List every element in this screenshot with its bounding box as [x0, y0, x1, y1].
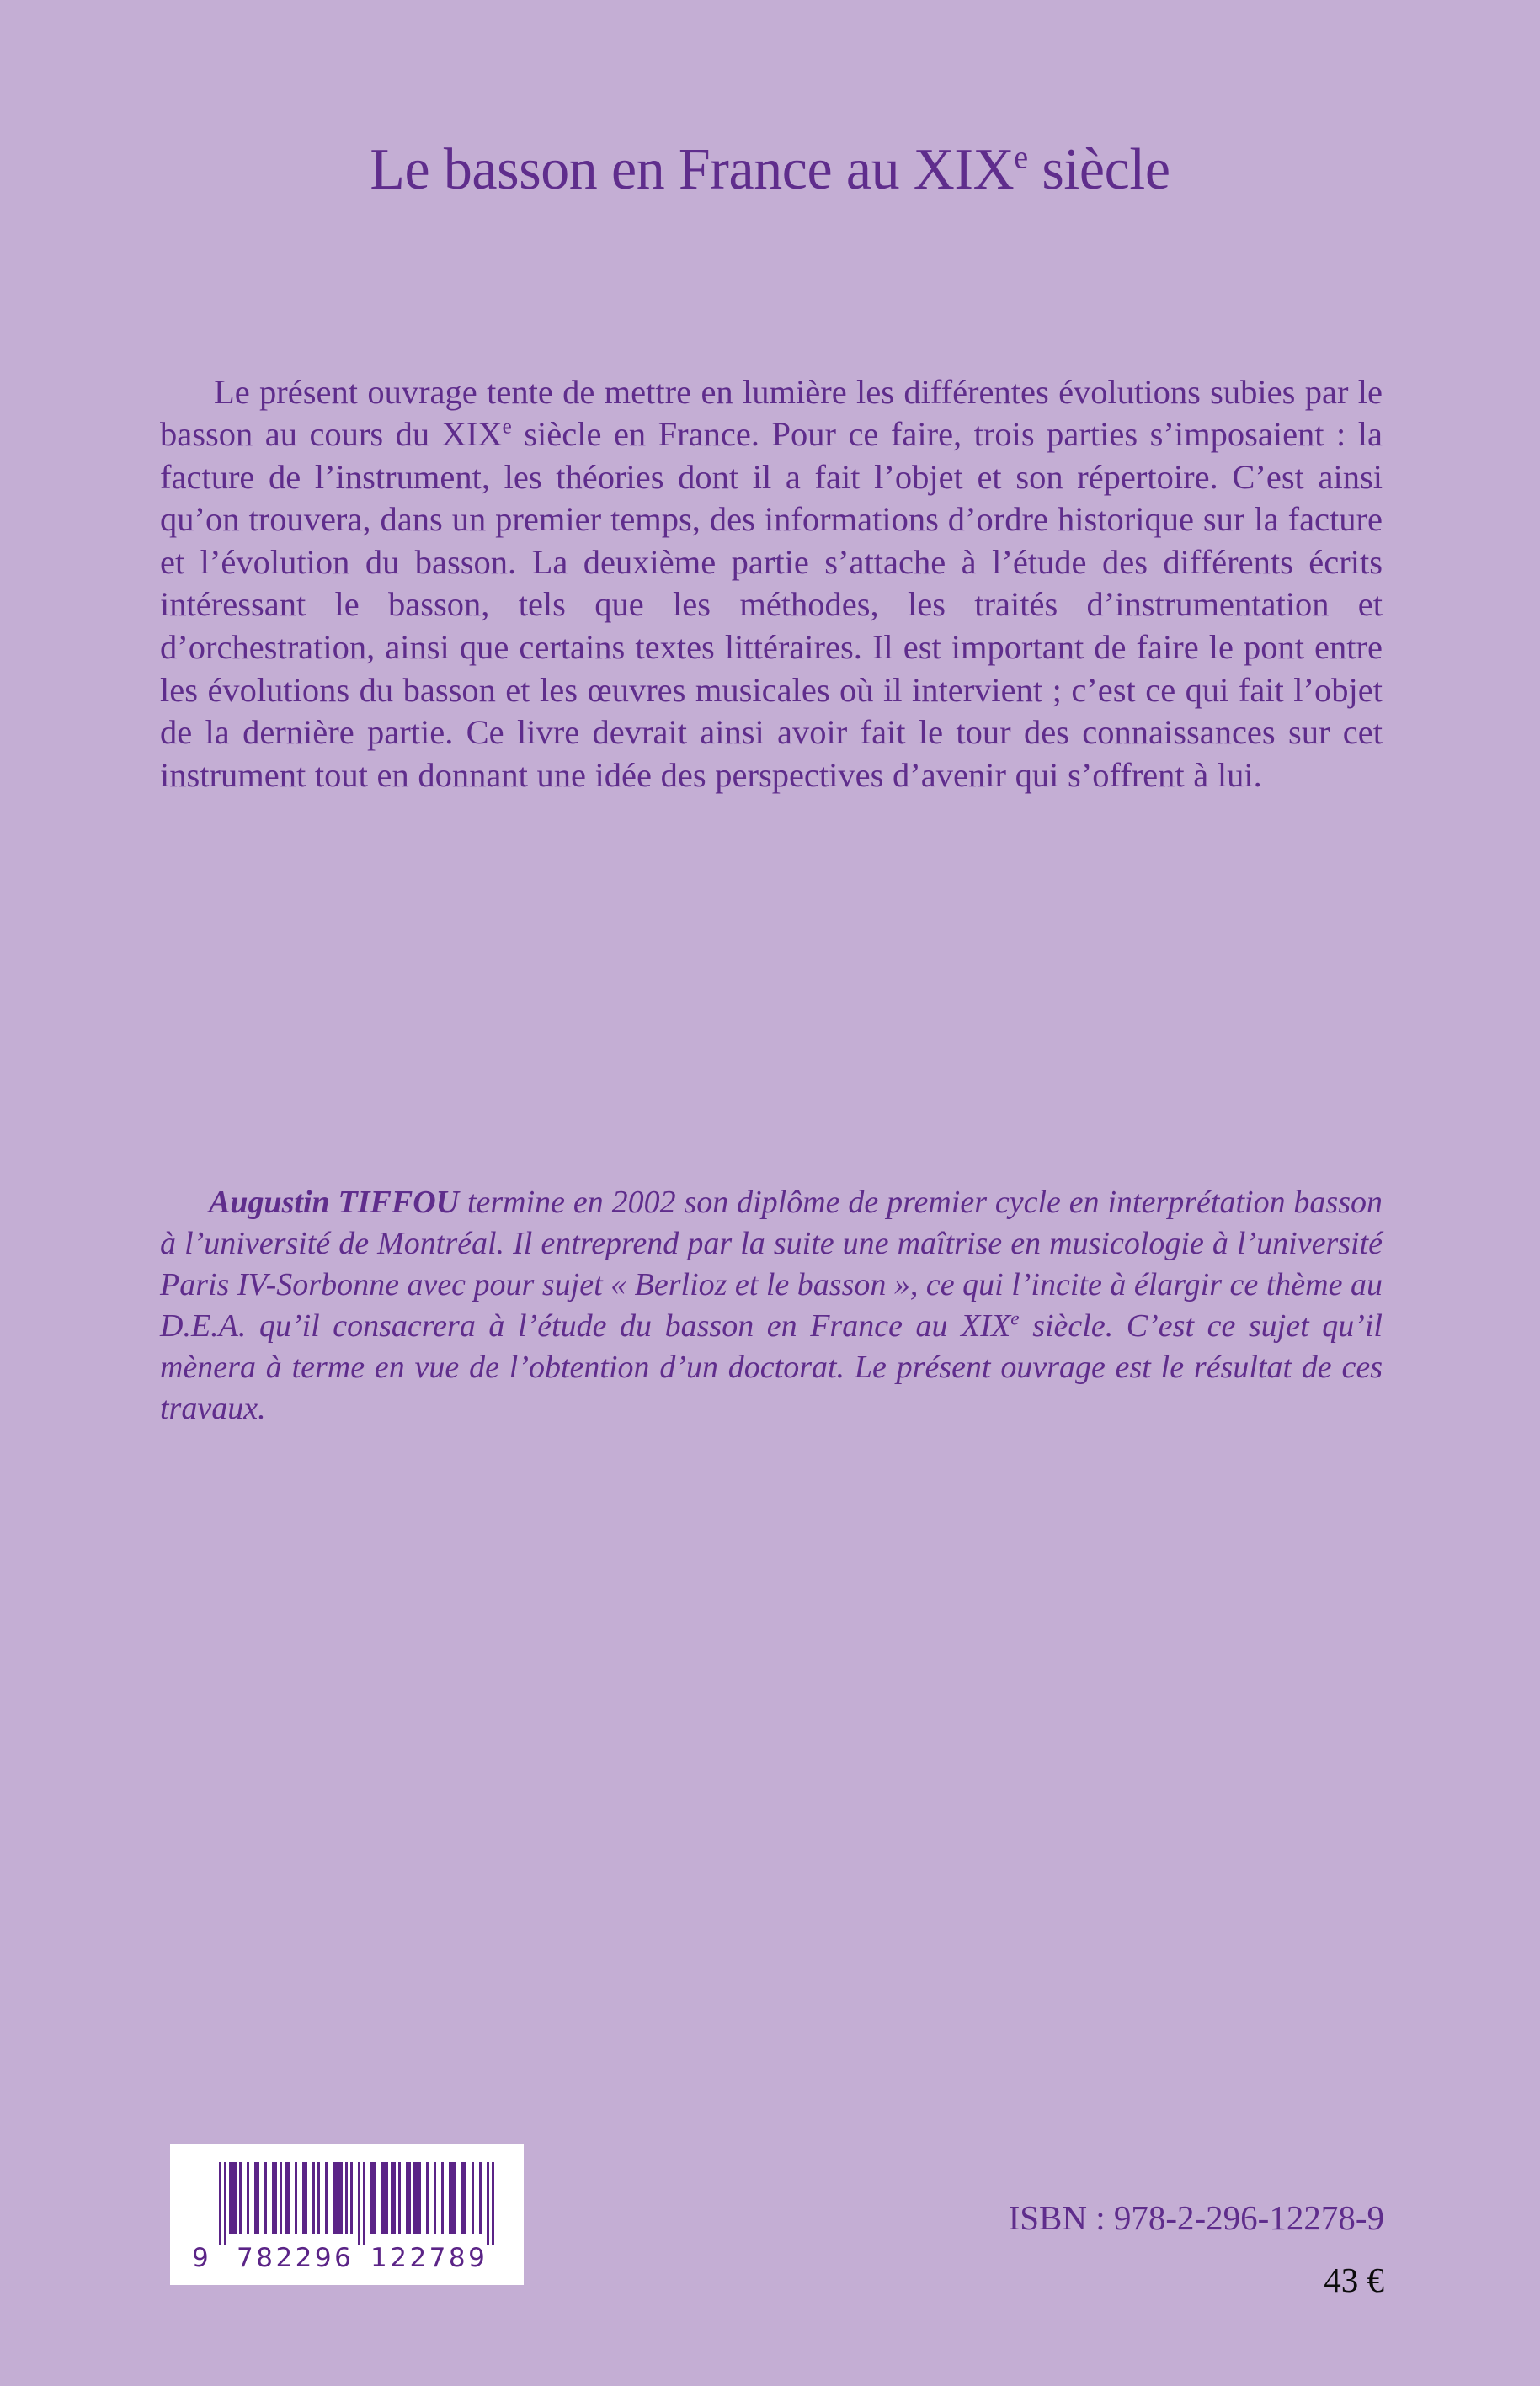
author-name: Augustin TIFFOU	[209, 1185, 460, 1220]
book-description-part-1: Le présent ouvrage tente de mettre en lumière les différentes évolutions subies par le basson au cours du XIX	[160, 372, 1383, 454]
author-biography-part-2: siècle. C’est ce sujet qu’il mènera à terme en vue de l’obtention d’un doctorat. Le présent ouvrage est le résultat de ces travaux.	[160, 1308, 1383, 1426]
author-biography-part-1: termine en 2002 son diplôme de premier cycle en interprétation basson à l’université de Montréal. Il entreprend par la suite une maîtrise en musicologie à l’université Paris IV-Sorbonne avec pour sujet « Berlioz et le basson », ce qui l’incite à élargir ce thème au D.E.A. qu’il consacrera à l’étude du basson en France au XIX	[160, 1185, 1383, 1344]
page-title-main: Le basson en France au XIX	[370, 136, 1015, 202]
barcode	[170, 2144, 524, 2285]
barcode-lead-digit: 9	[192, 2243, 210, 2273]
barcode-inner	[170, 2144, 524, 2285]
book-description-paragraph	[160, 371, 1383, 797]
century-ordinal-superscript-bio: e	[1010, 1308, 1020, 1330]
century-ordinal-superscript: e	[502, 415, 512, 439]
page-title	[23, 136, 1516, 202]
author-biography-paragraph	[160, 1182, 1383, 1430]
page-title-ordinal-superscript: e	[1014, 139, 1028, 176]
barcode-digits	[170, 2245, 524, 2273]
page-title-tail: siècle	[1027, 136, 1170, 202]
barcode-right-group: 122789	[370, 2243, 488, 2273]
price-label: 43 €	[1324, 2261, 1384, 2299]
barcode-left-group: 782296	[237, 2243, 354, 2273]
book-description-part-2: siècle en France. Pour ce faire, trois parties s’imposaient : la facture de l’instrument, les théories dont il a fait l’objet et son répertoire. C’est ainsi qu’on trouvera, dans un premier temps, des informations d’ordre historique sur la facture et l’évolution du basson. La deuxième partie s’attache à l’étude des différents écrits intéressant le basson, tels que les méthodes, les traités d’instrumentation et d’orchestration, ainsi que certains textes littéraires. Il est important de faire le pont entre les évolutions du basson et les œuvres musicales où il intervient ; c’est ce qui fait l’objet de la dernière partie. Ce livre devrait ainsi avoir fait le tour des connaissances sur cet instrument tout en donnant une idée des perspectives d’avenir qui s’offrent à lui.	[160, 415, 1383, 794]
isbn-label: ISBN : 978-2-296-12278-9	[1008, 2198, 1384, 2237]
barcode-bars	[219, 2162, 497, 2245]
